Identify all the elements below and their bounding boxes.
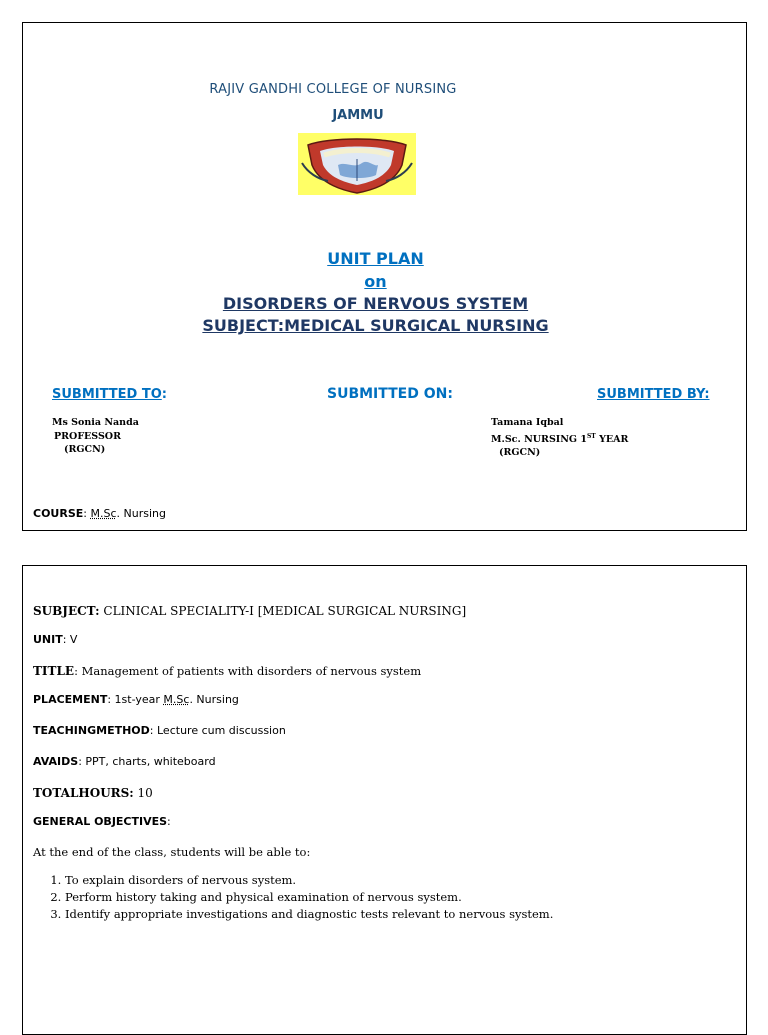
placement-line [33,693,239,706]
unit-line [33,633,77,646]
to-org: (RGCN) [64,444,106,455]
college-logo [298,133,416,195]
title-value: : Management of patients with disorders of nervous system [74,664,422,678]
by-name: Tamana Iqbal [491,417,564,428]
hours-label: TOTALHOURS: [33,786,134,800]
method-value: : Lecture cum discussion [149,724,286,737]
course-line [33,507,166,520]
title-on: on [364,272,387,291]
course-label: COURSE [33,507,84,520]
by-course [491,430,628,447]
subject-value: CLINICAL SPECIALITY-I [MEDICAL SURGICAL NURSING] [99,604,467,618]
submitted-on-heading: SUBMITTED ON: [327,386,453,402]
submitted-to-details [52,416,139,457]
submitted-to-colon: : [161,387,167,402]
title-label: TITLE [33,664,75,678]
placement-label: PLACEMENT [33,693,108,706]
method-label: TEACHINGMETHOD [33,724,150,737]
title-line [33,664,421,678]
by-org: (RGCN) [499,447,541,459]
unit-plan-title: UNIT PLAN [327,249,424,268]
general-objectives-heading [33,815,171,828]
objectives-list [33,872,553,923]
method-line [33,724,286,737]
course-rest: . Nursing [116,507,166,520]
general-label: GENERAL OBJECTIVES [33,815,168,828]
by-course-sup: ST [586,432,596,440]
by-course-year: YEAR [595,433,629,445]
to-name: Ms Sonia Nanda [52,417,139,428]
placement-msc: M.Sc [163,693,190,706]
avaids-label: AVAIDS [33,755,79,768]
hours-line [33,786,153,800]
list-item: 1. To explain disorders of nervous system. [65,872,553,889]
list-item: 3. Identify appropriate investigations and diagnostic tests relevant to nervous system. [65,906,553,923]
submitted-by-heading: SUBMITTED BY: [597,387,710,402]
college-name: RAJIV GANDHI COLLEGE OF NURSING [209,82,457,97]
cover-page [22,22,747,531]
submitted-to-heading [52,387,167,402]
course-sep: : [83,507,91,520]
plan-page [22,565,747,1035]
topic-title: DISORDERS OF NERVOUS SYSTEM [222,294,529,313]
course-msc: M.Sc [90,507,117,520]
unit-label: UNIT [33,633,63,646]
list-item: 2. Perform history taking and physical examination of nervous system. [65,889,553,906]
objectives-intro: At the end of the class, students will be able to: [33,845,311,859]
submitted-by-details [491,416,628,460]
avaids-value: : PPT, charts, whiteboard [78,755,216,768]
by-course-text: M.Sc. NURSING 1 [491,433,587,445]
general-colon: : [167,815,171,828]
submitted-to-label: SUBMITTED TO [52,387,162,402]
avaids-line [33,755,216,768]
college-city: JAMMU [332,108,384,123]
to-role: PROFESSOR [54,430,121,442]
subject-title: SUBJECT:MEDICAL SURGICAL NURSING [202,316,549,335]
placement-pre: : 1st-year [107,693,164,706]
subject-line [33,604,466,618]
subject-label: SUBJECT: [33,604,100,618]
unit-value: : V [62,633,78,646]
hours-value: 10 [133,786,153,800]
placement-post: . Nursing [189,693,239,706]
